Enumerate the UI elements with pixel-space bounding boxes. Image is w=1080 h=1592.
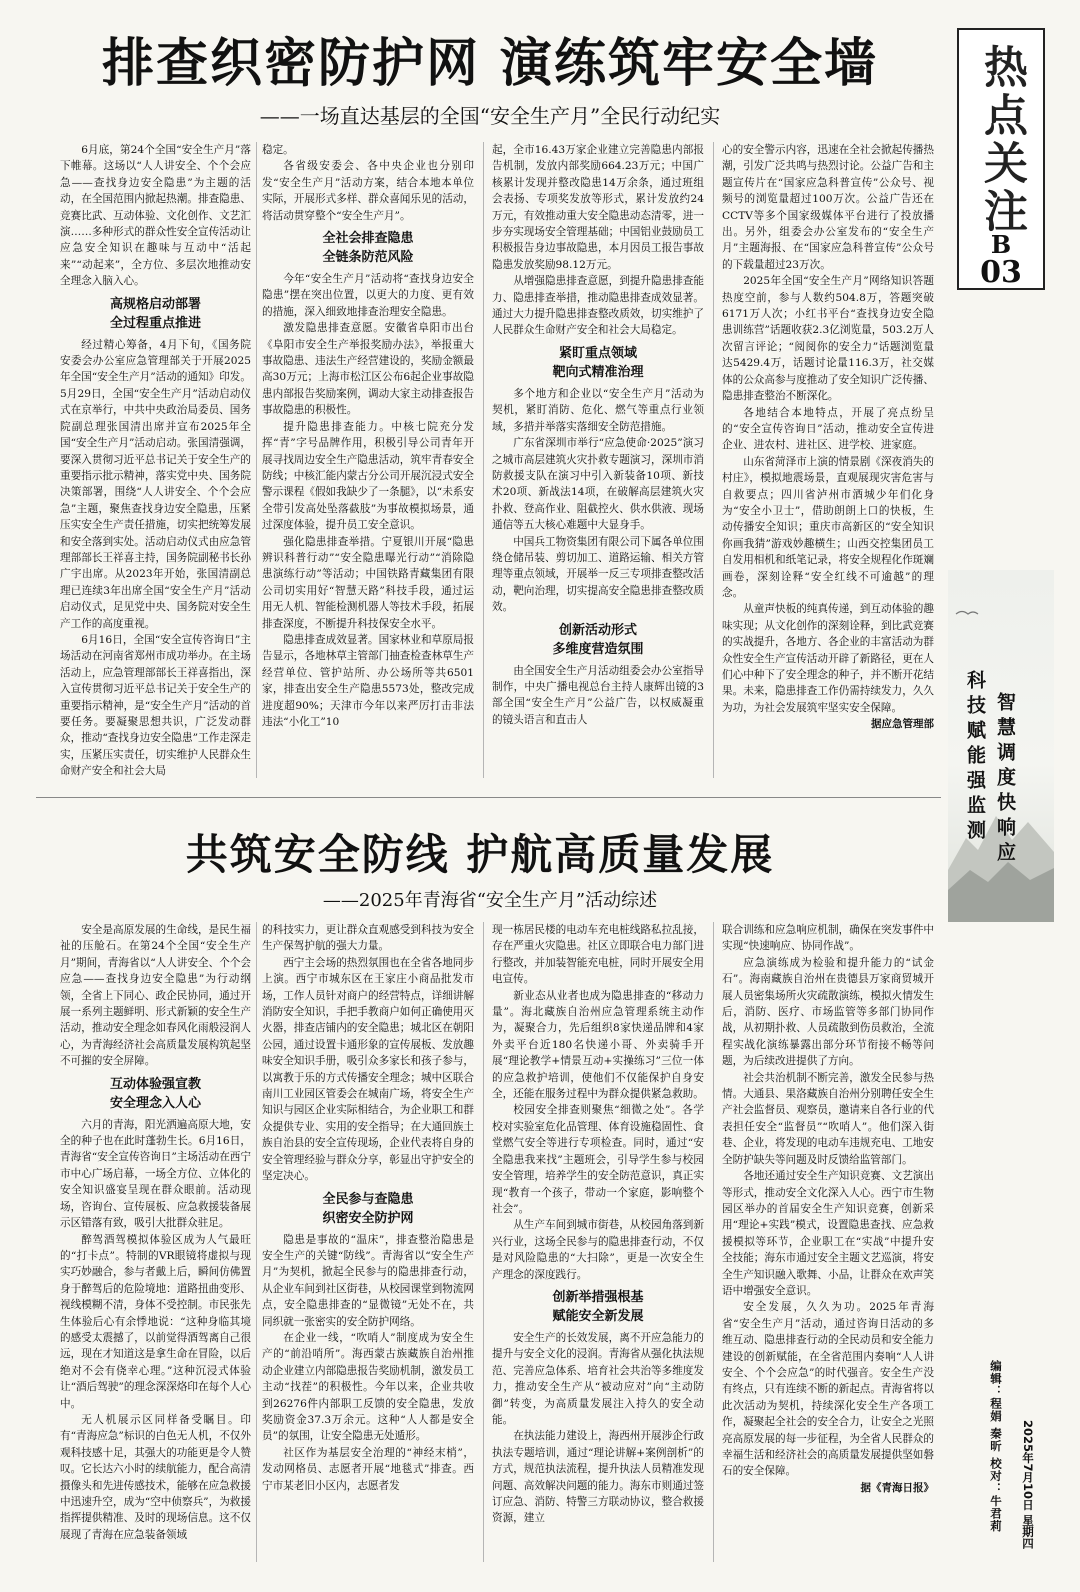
source-credit: 据《青海日报》 <box>860 1481 934 1494</box>
paragraph: 西宁主会场的热烈氛围也在全省各地同步上演。西宁市城东区在王家庄小商品批发市场，工作人员针对商户的经营特点，详细讲解消防安全知识，手把手教商户如何正确使用灭火器，排查店铺内的安全隐患；城北区在朝阳公园，通过设置卡通形象的宣传展板、发放趣味安全知识手册，吸引众多家长和孩子参与，以寓教于乐的方式传播安全理念；城中区联合南川工业园区管委会在城南广场，将安全生产知识与园区企业实际相结合，为企业职工和群众提供专业、实用的安全指导；在大通回族土族自治县的安全宣传现场，企业代表将自身的安全管理经验与群众分享，彰显出守护安全的坚定决心。 <box>262 956 474 1183</box>
paragraph: 社区作为基层安全治理的“神经末梢”，发动网格员、志愿者开展“地毯式”排查。西宁市某老旧小区内，志愿者发 <box>262 1446 474 1492</box>
section-heading: 互动体验强宣教 安全理念入人心 <box>109 1076 201 1111</box>
footer-editors: 编辑：程娟 秦昕 校对：牛君莉 <box>989 1360 1003 1533</box>
paragraph: 各地还通过安全生产知识竞赛、文艺演出等形式，推动安全文化深入人心。西宁市生物园区举办的首届安全生产知识竞赛，创新采用“理论+实践”模式，设置隐患查找、应急救援模拟等环节，企业职工在“实战”中提升安全技能；海东市通过安全主题文艺巡演，将安全生产知识融入歌舞、小品，让群众在欢声笑语中增强安全意识。 <box>722 1170 934 1297</box>
paragraph: 新业态从业者也成为隐患排查的“移动力量”。海北藏族自治州应急管理系统主动作为，凝聚合力，先后组织8家快递品牌和4家外卖平台近180名快递小哥、外卖骑手开展“理论教学+情景互动+实操练习”三位一体的应急救护培训，使他们不仅能保护自身安全，还能在服务过程中为群众提供紧急救助。 <box>492 989 704 1101</box>
article1-title: 排查织密防护网 演练筑牢安全墙 <box>101 34 879 94</box>
paragraph: 由全国安全生产月活动组委会办公室指导制作，中央广播电视总台主持人康辉出镜的3部全国“安全生产月”公益广告，以权威凝重的镜头语言和直击人 <box>492 664 704 726</box>
footer-date: 2025年7月10日 星期四 <box>1021 1420 1035 1550</box>
paragraph: 校园安全排查则聚焦“细微之处”。各学校对实验室危化品管理、体育设施稳固性、食堂燃气安全等进行专项检查。同时，通过“安全隐患我来找”主题班会，引导学生参与校园安全管理，培养学生的安全防范意识，真正实现“教育一个孩子，带动一个家庭，影响整个社会”。 <box>492 1104 704 1215</box>
paragraph: 安全发展，久久为功。2025年青海省“安全生产月”活动，通过咨询日活动的多维互动、隐患排查行动的全民动员和安全能力建设的创新赋能，在全省范围内奏响“人人讲安全、个个会应急”的时代强音。安全生产没有终点，只有连续不断的新起点。青海省将以此次活动为契机，持续深化安全生产各项工作，凝聚起全社会的安全合力，让安全之光照亮高原发展的每一步征程，为全省人民群众的幸福生活和经济社会的高质量发展提供坚如磐石的安全保障。 <box>722 1301 934 1478</box>
paragraph: 广东省深圳市举行“应急使命·2025”演习之城市高层建筑火灾扑救专题演习，深圳市消防救援支队在演习中引入新装备10项、新技术20项、新战法14项，在破解高层建筑火灾扑救、登高作业、阻截控火、供水供液、现场通信等五大核心难题中大显身手。 <box>492 437 704 532</box>
paragraph: 心的安全警示内容，迅速在全社会掀起传播热潮，引发广泛共鸣与热烈讨论。公益广告和主题宣传片在“国家应急科普宣传”公众号、视频号的浏览量超过100万次。公益广告还在CCTV等多个国家级媒体平台进行了投放播出。另外，组委会办公室发布的“安全生产月”主题海报、在“国家应急科普宣传”公众号的下载量超过23万次。 <box>722 144 934 271</box>
paragraph: 山东省菏泽市上演的情景剧《深夜消失的村庄》，模拟地震场景，直观展现灾害危害与自救要点；四川省泸州市酒城少年们化身为“安全小卫士”，借助朗朗上口的快板，生动传播安全知识；重庆市高新区的“安全知识你画我猜”游戏妙趣横生；山西交控集团员工自发用相机和纸笔记录，将安全规程化作斑斓画卷，深刻诠释“安全红线不可逾越”的理念。 <box>722 455 934 599</box>
section-heading: 全社会排查隐患 全链条防范风险 <box>322 231 414 266</box>
article1-column-2 <box>262 142 474 778</box>
column-divider <box>713 142 714 778</box>
paragraph: 社会共治机制不断完善，激发全民参与热情。大通县、果洛藏族自治州分别聘任安全生产社会监督员、观察员，邀请来自各行业的代表担任安全“监督员”“吹哨人”。他们深入街巷、企业，将发现的电动车违规充电、工地安全防护缺失等问题及时反馈给监管部门。 <box>722 1071 934 1166</box>
column-divider <box>256 142 257 778</box>
paragraph: 起，全市16.43万家企业建立完善隐患内部报告机制，发放内部奖励664.23万元；中国广核累计发现并整改隐患14万余条，通过班组会表扬、专项奖发放等形式，累计发放约24万元，有效推动重大安全隐患动态清零，进一步夯实现场安全管理基础；中国铝业鼓励员工积极报告身边事故隐患，本月因员工报告事故隐患发放奖励98.12万元。 <box>492 144 704 271</box>
paragraph: 应急演练成为检验和提升能力的“试金石”。海南藏族自治州在贵德县万家商贸城开展人员密集场所火灾疏散演练，模拟火情发生后，消防、医疗、市场监管等多部门协同作战，从初期扑救、人员疏散到伤员救治，全流程实战化演练暴露出部分环节衔接不畅等问题，为后续改进提供了方向。 <box>722 956 934 1068</box>
sidebar-slogan-2: 智慧调度快响应 <box>994 692 1016 867</box>
paragraph: 今年“安全生产月”活动将“查找身边安全隐患”摆在突出位置，以更大的力度、更有效的措施，深入细致地排查治理安全隐患。 <box>262 273 474 318</box>
section-masthead <box>957 28 1045 290</box>
paragraph: 稳定。 <box>262 144 294 156</box>
article2-column-2 <box>262 922 474 1562</box>
column-divider <box>256 922 257 1562</box>
paragraph: 6月底，第24个全国“安全生产月”落下帷幕。这场以“人人讲安全、个个会应急——查找身边安全隐患”为主题的活动，在全国范围内掀起热潮。排查隐患、竞赛比武、互动体验、文化创作、文艺汇演……多种形式的群众性安全宣传活动让应急安全知识在趣味与互动中“活起来”“动起来”，全方位、多层次地推动安全理念入脑入心。 <box>60 144 251 288</box>
paragraph: 隐患是事故的“温床”，排查整治隐患是安全生产的关键“防线”。青海省以“安全生产月”为契机，掀起全民参与的隐患排查行动，从企业车间到社区街巷，从校园课堂到物流网点，安全隐患排查的“显微镜”无处不在，共同织就一张密实的安全防护网络。 <box>262 1233 474 1328</box>
section-heading: 高规格启动部署 全过程重点推进 <box>109 296 201 331</box>
column-divider <box>483 922 484 1562</box>
section-heading: 紧盯重点领域 靶向式精准治理 <box>552 345 644 380</box>
article1-column-1 <box>60 142 251 778</box>
article2-title: 共筑安全防线 护航高质量发展 <box>185 830 775 879</box>
page-letter: B <box>990 230 1012 259</box>
sidebar-slogan-1: 科技赋能强监测 <box>964 670 986 845</box>
paragraph: 多个地方和企业以“安全生产月”活动为契机，紧盯消防、危化、燃气等重点行业领域，多措并举落实落细安全防范措施。 <box>492 387 704 433</box>
paragraph: 各地结合本地特点，开展了亮点纷呈的“安全宣传咨询日”活动，推动安全宣传进企业、进农村、进社区、进学校、进家庭。 <box>722 406 934 452</box>
paragraph: 强化隐患排查举措。宁夏银川开展“隐患辨识科普行动”“安全隐患曝光行动”“消除隐患演练行动”等活动；中国铁路青藏集团有限公司切实用好“智慧天路”科技手段，通过运用无人机、智能检测机器人等技术手段，拓展排查深度，不断提升科技保安全水平。 <box>262 535 474 630</box>
sidebar-art <box>948 570 1054 922</box>
source-credit: 据应急管理部 <box>871 718 934 731</box>
section-heading: 创新举措强根基 赋能安全新发展 <box>552 1289 644 1324</box>
section-title: 热点关注 <box>976 44 1027 236</box>
paragraph: 现一栋居民楼的电动车充电桩线路私拉乱接，存在严重火灾隐患。社区立即联合电力部门进行整改，并加装智能充电桩，同时开展安全用电宣传。 <box>492 924 704 986</box>
article1-subtitle: ——一场直达基层的全国“安全生产月”全民行动纪实 <box>259 104 721 128</box>
paragraph: 从生产车间到城市街巷，从校园角落到新兴行业，这场全民参与的隐患排查行动，不仅是对风险隐患的“大扫除”，更是一次安全生产理念的深度践行。 <box>492 1219 704 1281</box>
paragraph: 醉驾酒驾模拟体验区成为人气最旺的“打卡点”。特制的VR眼镜将虚拟与现实巧妙融合，参与者戴上后，瞬间仿佛置身于醉驾后的危险境地：道路扭曲变形、视线模糊不清，身体不受控制。市民张先生体验后心有余悸地说：“这种身临其境的感受太震撼了，以前觉得酒驾离自己很远，现在才知道这是拿生命在冒险，以后绝对不会有侥幸心理。”这种沉浸式体验让“酒后驾驶”的理念深深烙印在每个人心中。 <box>60 1233 251 1410</box>
paragraph: 六月的青海，阳光洒遍高原大地，安全的种子也在此时蓬勃生长。6月16日，青海省“安全宣传咨询日”主场活动在西宁市中心广场启幕，一场全方位、立体化的安全知识盛宴呈现在群众眼前。活动现场，咨询台、宣传展板、应急救援装备展示区错落有致，吸引大批群众驻足。 <box>60 1118 251 1230</box>
page-number: 03 <box>980 255 1022 290</box>
paragraph: 从增强隐患排查意愿，到提升隐患排查能力、隐患排查举措，推动隐患排查成效显著。通过大力提升隐患排查整改质效，切实维护了人民群众生命财产安全和社会大局稳定。 <box>492 275 704 337</box>
article1-column-3 <box>492 142 704 778</box>
section-heading: 创新活动形式 多维度营造氛围 <box>552 622 644 657</box>
paragraph: 安全是高原发展的生命线，是民生福祉的压舱石。在第24个全国“安全生产月”期间，青海省以“人人讲安全、个个会应急——查找身边安全隐患”为行动纲领，全省上下同心、政企民协同，通过开展一系列主题鲜明、形式新颖的安全生产活动，推动安全理念如春风化雨般浸润人心，为青海经济社会高质量发展构筑起坚不可摧的安全屏障。 <box>60 924 251 1068</box>
paragraph: 激发隐患排查意愿。安徽省阜阳市出台《阜阳市安全生产举报奖励办法》，举报重大事故隐患、违法生产经营建设的，奖励金额最高30万元；上海市松江区公布6起企业事故隐患内部报告奖励案例，调动大家主动排查报告事故隐患的积极性。 <box>262 322 474 417</box>
paragraph: 各省级安委会、各中央企业也分别印发“安全生产月”活动方案，结合本地本单位实际，开展形式多样、群众喜闻乐见的活动，将活动贯穿整个“安全生产月”。 <box>262 160 474 222</box>
paragraph: 安全生产的长效发展，离不开应急能力的提升与安全文化的浸润。青海省从强化执法规范、完善应急体系、培育社会共治等多维度发力，推动安全生产从“被动应对”向“主动防御”转变，为高质量发展注入持久的安全动能。 <box>492 1331 704 1426</box>
paragraph: 的科技实力，更让群众直观感受到科技为安全生产保驾护航的强大力量。 <box>262 924 474 953</box>
article1-column-4 <box>722 142 934 778</box>
paragraph: 联合训练和应急响应机制，确保在突发事件中实现“快速响应、协同作战”。 <box>722 924 934 953</box>
paragraph: 2025年全国“安全生产月”网络知识答题热度空前，参与人数约504.8万，答题突破6171万人次；小红书平台“查找身边安全隐患训练营”话题收获2.3亿浏览量，503.2万人次留言评论；“阅阅你的安全力”话题浏览量达5429.4万，话题讨论量116.3万，社交媒体的公众高参与度推动了安全知识广泛传播、隐患排查整治不断深化。 <box>722 275 934 403</box>
paragraph: 在执法能力建设上，海西州开展涉企行政执法专题培训，通过“理论讲解+案例剖析”的方式，规范执法流程，提升执法人员精准发现问题、高效解决问题的能力。海东市则通过签订应急、消防、特警三方联动协议，整合救援资源，建立 <box>492 1430 704 1525</box>
paragraph: 在企业一线，“吹哨人”制度成为安全生产的“前沿哨所”。海西蒙古族藏族自治州推动企业建立内部隐患报告奖励机制，激发员工主动“找茬”的积极性。今年以来，企业共收到26276件内部职工反馈的安全隐患，发放奖励资金37.3万余元。这种“人人都是安全员”的氛围，让安全隐患无处遁形。 <box>262 1331 474 1443</box>
column-divider <box>483 142 484 778</box>
section-heading: 全民参与查隐患 织密安全防护网 <box>322 1191 414 1226</box>
paragraph: 提升隐患排查能力。中核七院充分发挥“青”字号品牌作用，积极引导公司青年开展寻找周边安全生产隐患活动，筑牢青春安全防线；中核汇能内蒙古分公司开展沉浸式安全警示课程《假如我缺少了一条腿》，以“未系安全带引发高处坠落截肢”为事故模拟场景，通过深度体验，提升员工安全意识。 <box>262 420 474 532</box>
paragraph: 中国兵工物资集团有限公司下属各单位围绕仓储吊装、剪切加工、道路运输、相关方管理等重点领域，开展举一反三专项排查整改活动，靶向治理，切实提高安全隐患排查整改质效。 <box>492 535 704 614</box>
paragraph: 经过精心筹备，4月下旬，《国务院安委会办公室应急管理部关于开展2025年全国“安全生产月”活动的通知》印发。5月29日，全国“安全生产月”活动启动仪式在京举行，中共中央政治局委员、国务院副总理张国清出席并宣布2025年全国“安全生产月”活动启动。张国清强调，要深入贯彻习近平总书记关于安全生产的重要指示批示精神，落实党中央、国务院决策部署，围绕“人人讲安全、个个会应急”主题，聚焦查找身边安全隐患，压紧压实安全生产责任措施，切实把统筹发展和安全落到实处。活动启动仪式由应急管理部部长王祥喜主持，国务院副秘书长孙广宇出席。从2023年开始，张国清副总理已连续3年出席全国“安全生产月”活动启动仪式，足见党中央、国务院对安全生产工作的高度重视。 <box>60 338 251 630</box>
paragraph: 无人机展示区同样备受瞩目。印有“青海应急”标识的白色无人机，不仅外观科技感十足，其强大的功能更是令人赞叹。它长达六小时的续航能力，配合高清摄像头和先进传感技术，能够在应急救援中迅速升空，成为“空中侦察兵”，为救援指挥提供精准、及时的现场信息。这不仅展现了青海在应急装备领域 <box>60 1413 251 1541</box>
column-divider <box>713 922 714 1562</box>
article2-column-1 <box>60 922 251 1562</box>
article2-column-3 <box>492 922 704 1562</box>
paragraph: 6月16日，全国“安全宣传咨询日”主场活动在河南省郑州市成功举办。在主场活动上，应急管理部部长王祥喜指出，深入宣传贯彻习近平总书记关于安全生产的重要指示精神，是“安全生产月”活动的首要任务。要凝聚思想共识，广泛发动群众，推动“查找身边安全隐患”工作走深走实，压紧压实责任，切实维护人民群众生命财产安全和社会大局 <box>60 633 251 778</box>
article2-subtitle: ——2025年青海省“安全生产月”活动综述 <box>322 890 658 911</box>
paragraph: 从童声快板的纯真传递，到互动体验的趣味实现；从文化创作的深刻诠释，到比武竞赛的实战提升，各地方、各企业的丰富活动为群众性安全生产宣传活动开辟了新路径，更在人们心中种下了安全理念的种子，并不断开花结果。未来，隐患排查工作仍需持续发力，久久为功，为社会发展筑牢坚实安全保障。 <box>722 603 934 714</box>
paragraph: 隐患排查成效显著。国家林业和草原局报告显示，各地林草主管部门抽查检查林草生产经营单位、管护站所、办公场所等共6501家，排查出安全生产隐患5573处，整改完成进度超90%；天津市今年以来严厉打击非法违法“小化工”10 <box>262 633 474 728</box>
article-divider <box>36 797 941 798</box>
article2-column-4 <box>722 922 934 1562</box>
